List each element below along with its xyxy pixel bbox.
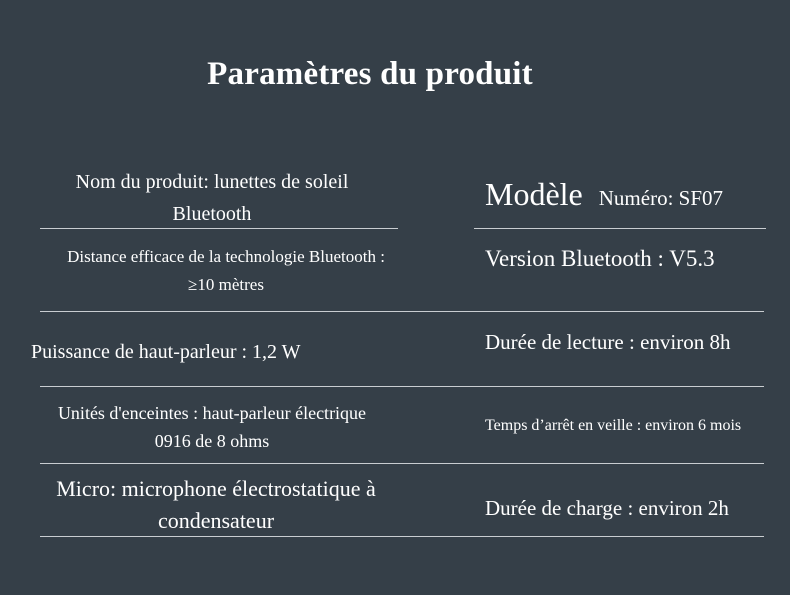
spec-bluetooth-distance-line1: Distance efficace de la technologie Bluetooth :	[67, 247, 385, 266]
row-divider	[40, 311, 764, 312]
spec-microphone-line1: Micro: microphone électrostatique à	[56, 476, 376, 501]
page-title: Paramètres du produit	[207, 56, 533, 92]
spec-product-name-line1: Nom du produit: lunettes de soleil	[75, 171, 349, 193]
spec-microphone-line2: condensateur	[157, 508, 275, 533]
spec-play-time: Durée de lecture : environ 8h	[485, 330, 731, 354]
spec-model-number: Numéro: SF07	[598, 186, 724, 210]
spec-speaker-units-line2: 0916 de 8 ohms	[154, 431, 270, 451]
spec-speaker-units-line1: Unités d'enceintes : haut-parleur électrique	[57, 403, 367, 423]
row-divider	[40, 386, 764, 387]
row-divider	[474, 228, 766, 229]
row-divider	[40, 228, 398, 229]
spec-standby-time: Temps d’arrêt en veille : environ 6 mois	[485, 417, 742, 434]
spec-product-name	[26, 166, 398, 230]
spec-charge-time: Durée de charge : environ 2h	[485, 496, 729, 520]
row-divider	[40, 536, 764, 537]
spec-product-name-line2: Bluetooth	[172, 203, 252, 225]
spec-microphone	[26, 473, 406, 537]
spec-model-label: Modèle	[485, 176, 583, 212]
spec-speaker-units	[26, 399, 398, 455]
spec-bluetooth-distance-line2: ≥10 mètres	[188, 275, 264, 294]
spec-bluetooth-version: Version Bluetooth : V5.3	[485, 246, 715, 271]
spec-bluetooth-distance	[26, 243, 426, 299]
spec-model	[485, 174, 723, 221]
row-divider	[40, 463, 764, 464]
spec-speaker-power: Puissance de haut-parleur : 1,2 W	[31, 341, 301, 363]
